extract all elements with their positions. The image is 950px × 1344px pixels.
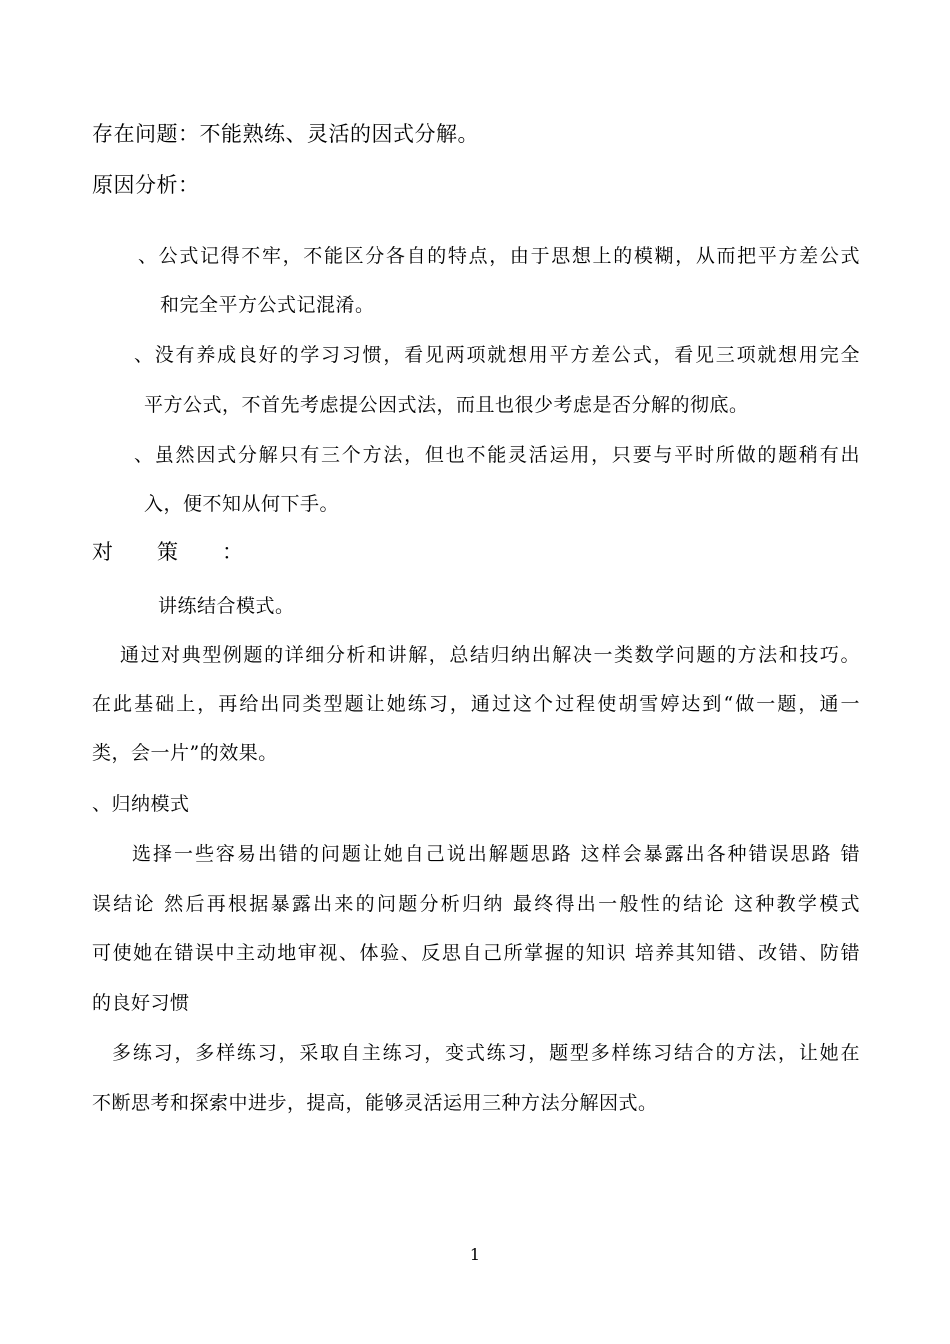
- page-number: 1: [469, 1245, 481, 1264]
- cause-1-line-2: 和完全平方公式记混淆。: [160, 294, 375, 316]
- strategy-2-line-4: 的良好习惯: [92, 992, 190, 1014]
- problem-heading: 存在问题：不能熟练、灵活的因式分解。: [92, 122, 479, 146]
- cause-3-line-1: 、虽然因式分解只有三个方法，但也不能灵活运用，只要与平时所做的题稍有出: [134, 444, 860, 466]
- strategy-heading: 对策：: [92, 540, 287, 564]
- strategy-2-title: 、归纳模式: [92, 793, 190, 815]
- strategy-1-line-1: 通过对典型例题的详细分析和讲解，总结归纳出解决一类数学问题的方法和技巧。: [120, 644, 860, 666]
- cause-1-line-1: 、公式记得不牢，不能区分各自的特点，由于思想上的模糊，从而把平方差公式: [138, 245, 860, 267]
- cause-2-line-2: 平方公式，不首先考虑提公因式法，而且也很少考虑是否分解的彻底。: [144, 394, 749, 416]
- cause-2-line-1: 、没有养成良好的学习习惯，看见两项就想用平方差公式，看见三项就想用完全: [134, 344, 860, 366]
- strategy-3-line-1: 多练习，多样练习，采取自主练习，变式练习，题型多样练习结合的方法，让她在: [112, 1042, 860, 1064]
- cause-heading: 原因分析：: [92, 173, 200, 197]
- strategy-2-line-3: 可使她在错误中主动地审视、体验、反思自己所掌握的知识 培养其知错、改错、防错: [92, 942, 860, 964]
- strategy-1-line-2: 在此基础上，再给出同类型题让她练习，通过这个过程使胡雪婷达到“做一题，通一: [92, 693, 860, 715]
- strategy-2-line-1: 选择一些容易出错的问题让她自己说出解题思路 这样会暴露出各种错误思路 错: [132, 843, 860, 865]
- strategy-2-line-2: 误结论 然后再根据暴露出来的问题分析归纳 最终得出一般性的结论 这种教学模式: [92, 893, 860, 915]
- strategy-1-title: 讲练结合模式。: [158, 595, 295, 617]
- strategy-1-line-3: 类，会一片”的效果。: [92, 742, 278, 764]
- cause-3-line-2: 入，便不知从何下手。: [144, 493, 340, 515]
- strategy-3-line-2: 不断思考和探索中进步，提高，能够灵活运用三种方法分解因式。: [92, 1092, 658, 1114]
